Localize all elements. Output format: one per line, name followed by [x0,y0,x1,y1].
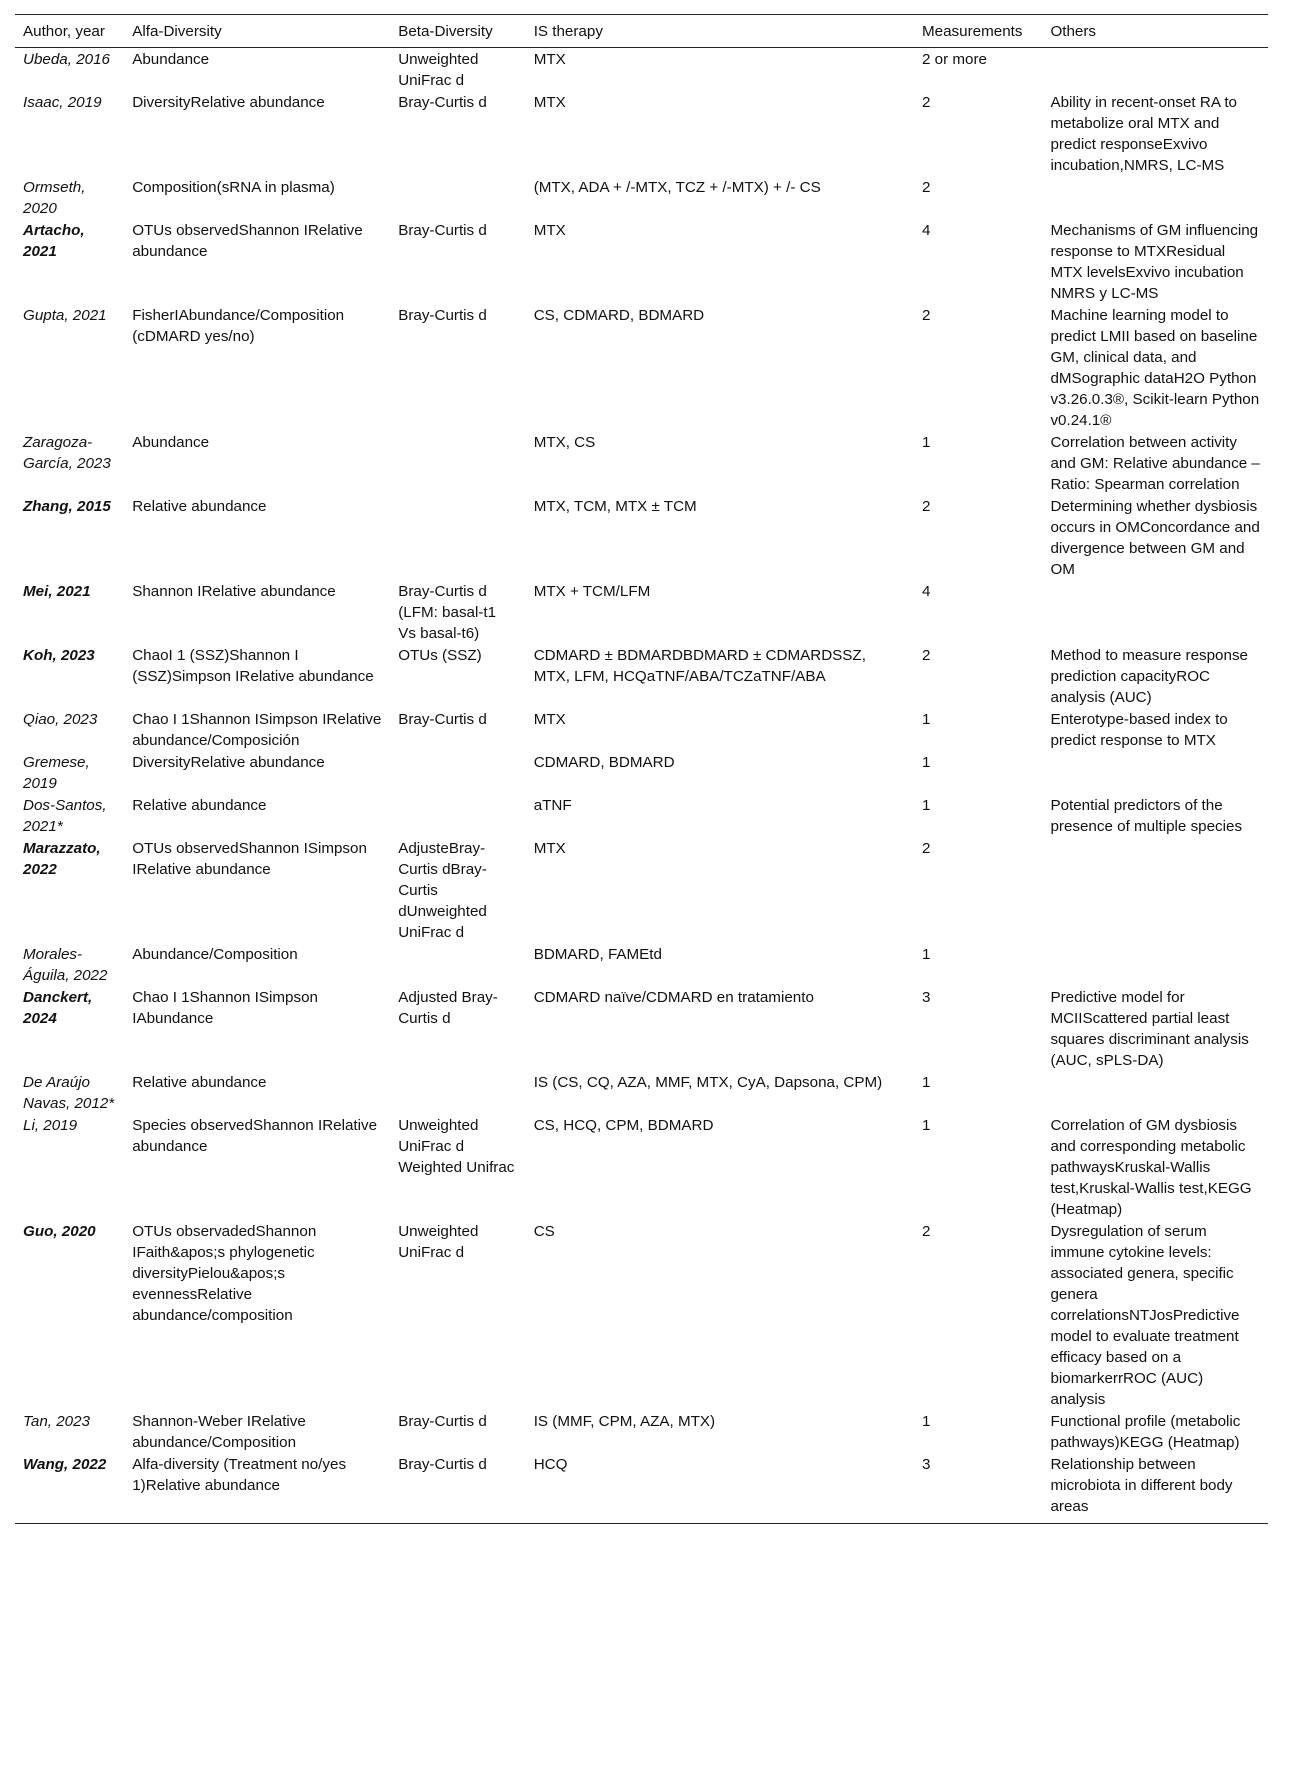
others-cell: Machine learning model to predict LMII based on baseline GM, clinical data, and dMSographic dataH2O Python v3.26.0.3®, Scikit-learn Python v0.24.1® [1050,307,1260,429]
alfa-diversity-cell: DiversityRelative abundance [132,94,325,111]
is-therapy-cell: HCQ [526,1453,914,1524]
beta-diversity-cell: Bray-Curtis d [398,711,487,728]
table-row [15,176,1268,219]
alfa-diversity-cell: OTUs observedShannon ISimpson IRelative abundance [132,840,367,878]
author-cell: Ormseth, 2020 [23,179,86,217]
table-row [15,794,1268,837]
measurements-cell: 2 [922,1223,931,1240]
author-cell: Gremese, 2019 [23,754,90,792]
alfa-diversity-cell: ChaoI 1 (SSZ)Shannon I (SSZ)Simpson IRelative abundance [132,647,374,685]
alfa-diversity-cell: Chao I 1Shannon ISimpson IRelative abundance/Composición [132,711,382,749]
author-cell: Isaac, 2019 [23,94,102,111]
beta-diversity-cell: Unweighted UniFrac d [398,1223,479,1261]
author-cell: De Araújo Navas, 2012* [23,1074,115,1112]
others-cell [1042,176,1268,219]
measurements-cell: 4 [922,583,931,600]
author-cell: Ubeda, 2016 [23,51,110,68]
author-cell: Guo, 2020 [23,1223,96,1240]
measurements-cell: 2 [922,307,931,324]
table-row [15,219,1268,304]
alfa-diversity-cell: Shannon-Weber IRelative abundance/Composition [132,1413,306,1451]
beta-diversity-cell: Adjusted Bray-Curtis d [398,989,498,1027]
others-cell: Correlation of GM dysbiosis and corresponding metabolic pathwaysKruskal-Wallis test,Kruskal-Wallis test,KEGG (Heatmap) [1050,1117,1252,1218]
alfa-diversity-cell: Shannon IRelative abundance [132,583,336,600]
measurements-cell: 1 [922,1117,931,1134]
alfa-diversity-cell: FisherIAbundance/Composition (cDMARD yes/no) [132,307,345,345]
measurements-cell: 2 [922,94,931,111]
beta-diversity-cell: Bray-Curtis d [398,222,487,239]
author-cell: Marazzato, 2022 [23,840,101,878]
others-cell: Potential predictors of the presence of multiple species [1050,797,1243,835]
is-therapy-cell: BDMARD, FAMEtd [533,946,662,963]
author-cell: Gupta, 2021 [23,307,107,324]
alfa-diversity-cell: Abundance/Composition [132,946,298,963]
measurements-cell: 1 [922,1074,931,1091]
alfa-diversity-cell: OTUs observedShannon IRelative abundance [132,222,363,260]
is-therapy-cell: MTX [533,711,566,728]
alfa-diversity-cell: OTUs observadedShannon IFaith&apos;s phylogenetic diversityPielou&apos;s evennessRelative abundance/composition [132,1223,317,1324]
is-therapy-cell: (MTX, ADA + /-MTX, TCZ + /-MTX) + /- CS [533,179,821,196]
others-cell: Predictive model for MCIIScattered partial least squares discriminant analysis (AUC, sPLS-DA) [1050,989,1249,1069]
is-therapy-cell: MTX [533,94,566,111]
is-therapy-cell: aTNF [533,797,572,814]
author-cell: Qiao, 2023 [23,711,98,728]
table-row [15,943,1268,986]
alfa-diversity-cell: Chao I 1Shannon ISimpson IAbundance [132,989,318,1027]
table-row [15,91,1268,176]
is-therapy-cell: MTX, TCM, MTX ± TCM [533,498,697,515]
measurements-cell: 2 or more [922,51,988,68]
beta-diversity-cell [390,495,526,580]
is-therapy-cell: MTX [533,51,566,68]
studies-table [15,14,1268,1524]
measurements-cell: 1 [922,754,931,771]
table-row [15,1114,1268,1220]
measurements-cell: 1 [922,434,931,451]
measurements-cell: 2 [922,498,931,515]
beta-diversity-cell: Unweighted UniFrac d [398,51,479,89]
table-row [15,1220,1268,1410]
author-cell: Koh, 2023 [23,647,95,664]
measurements-cell: 1 [922,797,931,814]
others-cell [1042,837,1268,943]
measurements-cell: 2 [922,647,931,664]
is-therapy-cell: CS, HCQ, CPM, BDMARD [533,1117,714,1134]
others-cell: Enterotype-based index to predict response to MTX [1050,711,1228,749]
table-row [15,431,1268,495]
table-row [15,304,1268,431]
table-row [15,48,1268,92]
author-cell: Wang, 2022 [15,1453,124,1524]
others-cell [1042,751,1268,794]
beta-diversity-cell: Bray-Curtis d [398,307,487,324]
is-therapy-cell: MTX + TCM/LFM [533,583,651,600]
beta-diversity-cell [390,431,526,495]
others-cell: Determining whether dysbiosis occurs in OMConcordance and divergence between GM and OM [1050,498,1260,578]
is-therapy-cell: CS [533,1223,555,1240]
table-row [15,837,1268,943]
beta-diversity-cell [390,176,526,219]
is-therapy-cell: IS (MMF, CPM, AZA, MTX) [533,1413,716,1430]
beta-diversity-cell: OTUs (SSZ) [398,647,482,664]
measurements-cell: 2 [922,179,931,196]
author-cell: Dos-Santos, 2021* [23,797,107,835]
table-row [15,495,1268,580]
author-cell: Danckert, 2024 [23,989,93,1027]
author-cell: Tan, 2023 [23,1413,91,1430]
beta-diversity-cell [390,751,526,794]
alfa-diversity-cell: Relative abundance [132,498,267,515]
header-beta-diversity: Beta-Diversity [390,15,526,48]
beta-diversity-cell: Unweighted UniFrac d Weighted Unifrac [398,1117,515,1176]
table-row [15,708,1268,751]
header-author-year: Author, year [15,15,124,48]
table-row [15,1071,1268,1114]
measurements-cell: 2 [922,840,931,857]
others-cell: Relationship between microbiota in different body areas [1042,1453,1268,1524]
measurements-cell: 1 [922,711,931,728]
measurements-cell: 3 [922,989,931,1006]
others-cell: Functional profile (metabolic pathways)KEGG (Heatmap) [1050,1413,1241,1451]
others-cell [1042,580,1268,644]
is-therapy-cell: MTX [533,222,566,239]
alfa-diversity-cell: Composition(sRNA in plasma) [132,179,335,196]
header-measurements: Measurements [914,15,1042,48]
beta-diversity-cell: Bray-Curtis d [398,94,487,111]
alfa-diversity-cell: Species observedShannon IRelative abundance [132,1117,378,1155]
beta-diversity-cell: Bray-Curtis d [390,1453,526,1524]
beta-diversity-cell: AdjusteBray-Curtis dBray-Curtis dUnweighted UniFrac d [398,840,487,941]
table-row [15,751,1268,794]
others-cell [1042,943,1268,986]
measurements-cell: 4 [922,222,931,239]
others-cell [1042,1071,1268,1114]
is-therapy-cell: CDMARD naïve/CDMARD en tratamiento [533,989,814,1006]
is-therapy-cell: IS (CS, CQ, AZA, MMF, MTX, CyA, Dapsona, CPM) [533,1074,883,1091]
measurements-cell: 3 [914,1453,1042,1524]
measurements-cell: 1 [922,946,931,963]
author-cell: Li, 2019 [23,1117,78,1134]
author-cell: Morales-Águila, 2022 [23,946,108,984]
measurements-cell: 1 [922,1413,931,1430]
alfa-diversity-cell: Alfa-diversity (Treatment no/yes 1)Relative abundance [124,1453,390,1524]
is-therapy-cell: CDMARD, BDMARD [533,754,675,771]
table-row [15,1410,1268,1453]
others-cell [1042,48,1268,92]
others-cell: Method to measure response prediction capacityROC analysis (AUC) [1050,647,1248,706]
others-cell: Correlation between activity and GM: Relative abundance – Ratio: Spearman correlation [1050,434,1260,493]
alfa-diversity-cell: Relative abundance [132,797,267,814]
table-body [15,48,1268,1524]
is-therapy-cell: MTX [533,840,566,857]
beta-diversity-cell [390,943,526,986]
table-row [15,644,1268,708]
author-cell: Mei, 2021 [23,583,91,600]
header-row [15,15,1268,48]
alfa-diversity-cell: Abundance [132,51,210,68]
alfa-diversity-cell: DiversityRelative abundance [132,754,325,771]
alfa-diversity-cell: Relative abundance [132,1074,267,1091]
others-cell: Dysregulation of serum immune cytokine levels: associated genera, specific genera correlationsNTJosPredictive model to evaluate treatment efficacy based on a biomarkerrROC (AUC) analysis [1050,1223,1240,1408]
beta-diversity-cell: Bray-Curtis d [398,1413,487,1430]
is-therapy-cell: MTX, CS [533,434,596,451]
table-row [15,986,1268,1071]
beta-diversity-cell [390,794,526,837]
is-therapy-cell: CS, CDMARD, BDMARD [533,307,705,324]
others-cell: Mechanisms of GM influencing response to MTXResidual MTX levelsExvivo incubation NMRS y LC-MS [1050,222,1259,302]
author-cell: Zaragoza-García, 2023 [23,434,111,472]
beta-diversity-cell [390,1071,526,1114]
header-alfa-diversity: Alfa-Diversity [124,15,390,48]
beta-diversity-cell: Bray-Curtis d (LFM: basal-t1 Vs basal-t6) [398,583,497,642]
author-cell: Artacho, 2021 [23,222,85,260]
table-row [15,580,1268,644]
header-others: Others [1042,15,1268,48]
others-cell: Ability in recent-onset RA to metabolize oral MTX and predict responseExvivo incubation,NMRS, LC-MS [1050,94,1237,174]
author-cell: Zhang, 2015 [23,498,111,515]
table-row [15,1453,1268,1524]
alfa-diversity-cell: Abundance [132,434,210,451]
header-is-therapy: IS therapy [526,15,914,48]
is-therapy-cell: CDMARD ± BDMARDBDMARD ± CDMARDSSZ, MTX, LFM, HCQaTNF/ABA/TCZaTNF/ABA [533,647,866,685]
